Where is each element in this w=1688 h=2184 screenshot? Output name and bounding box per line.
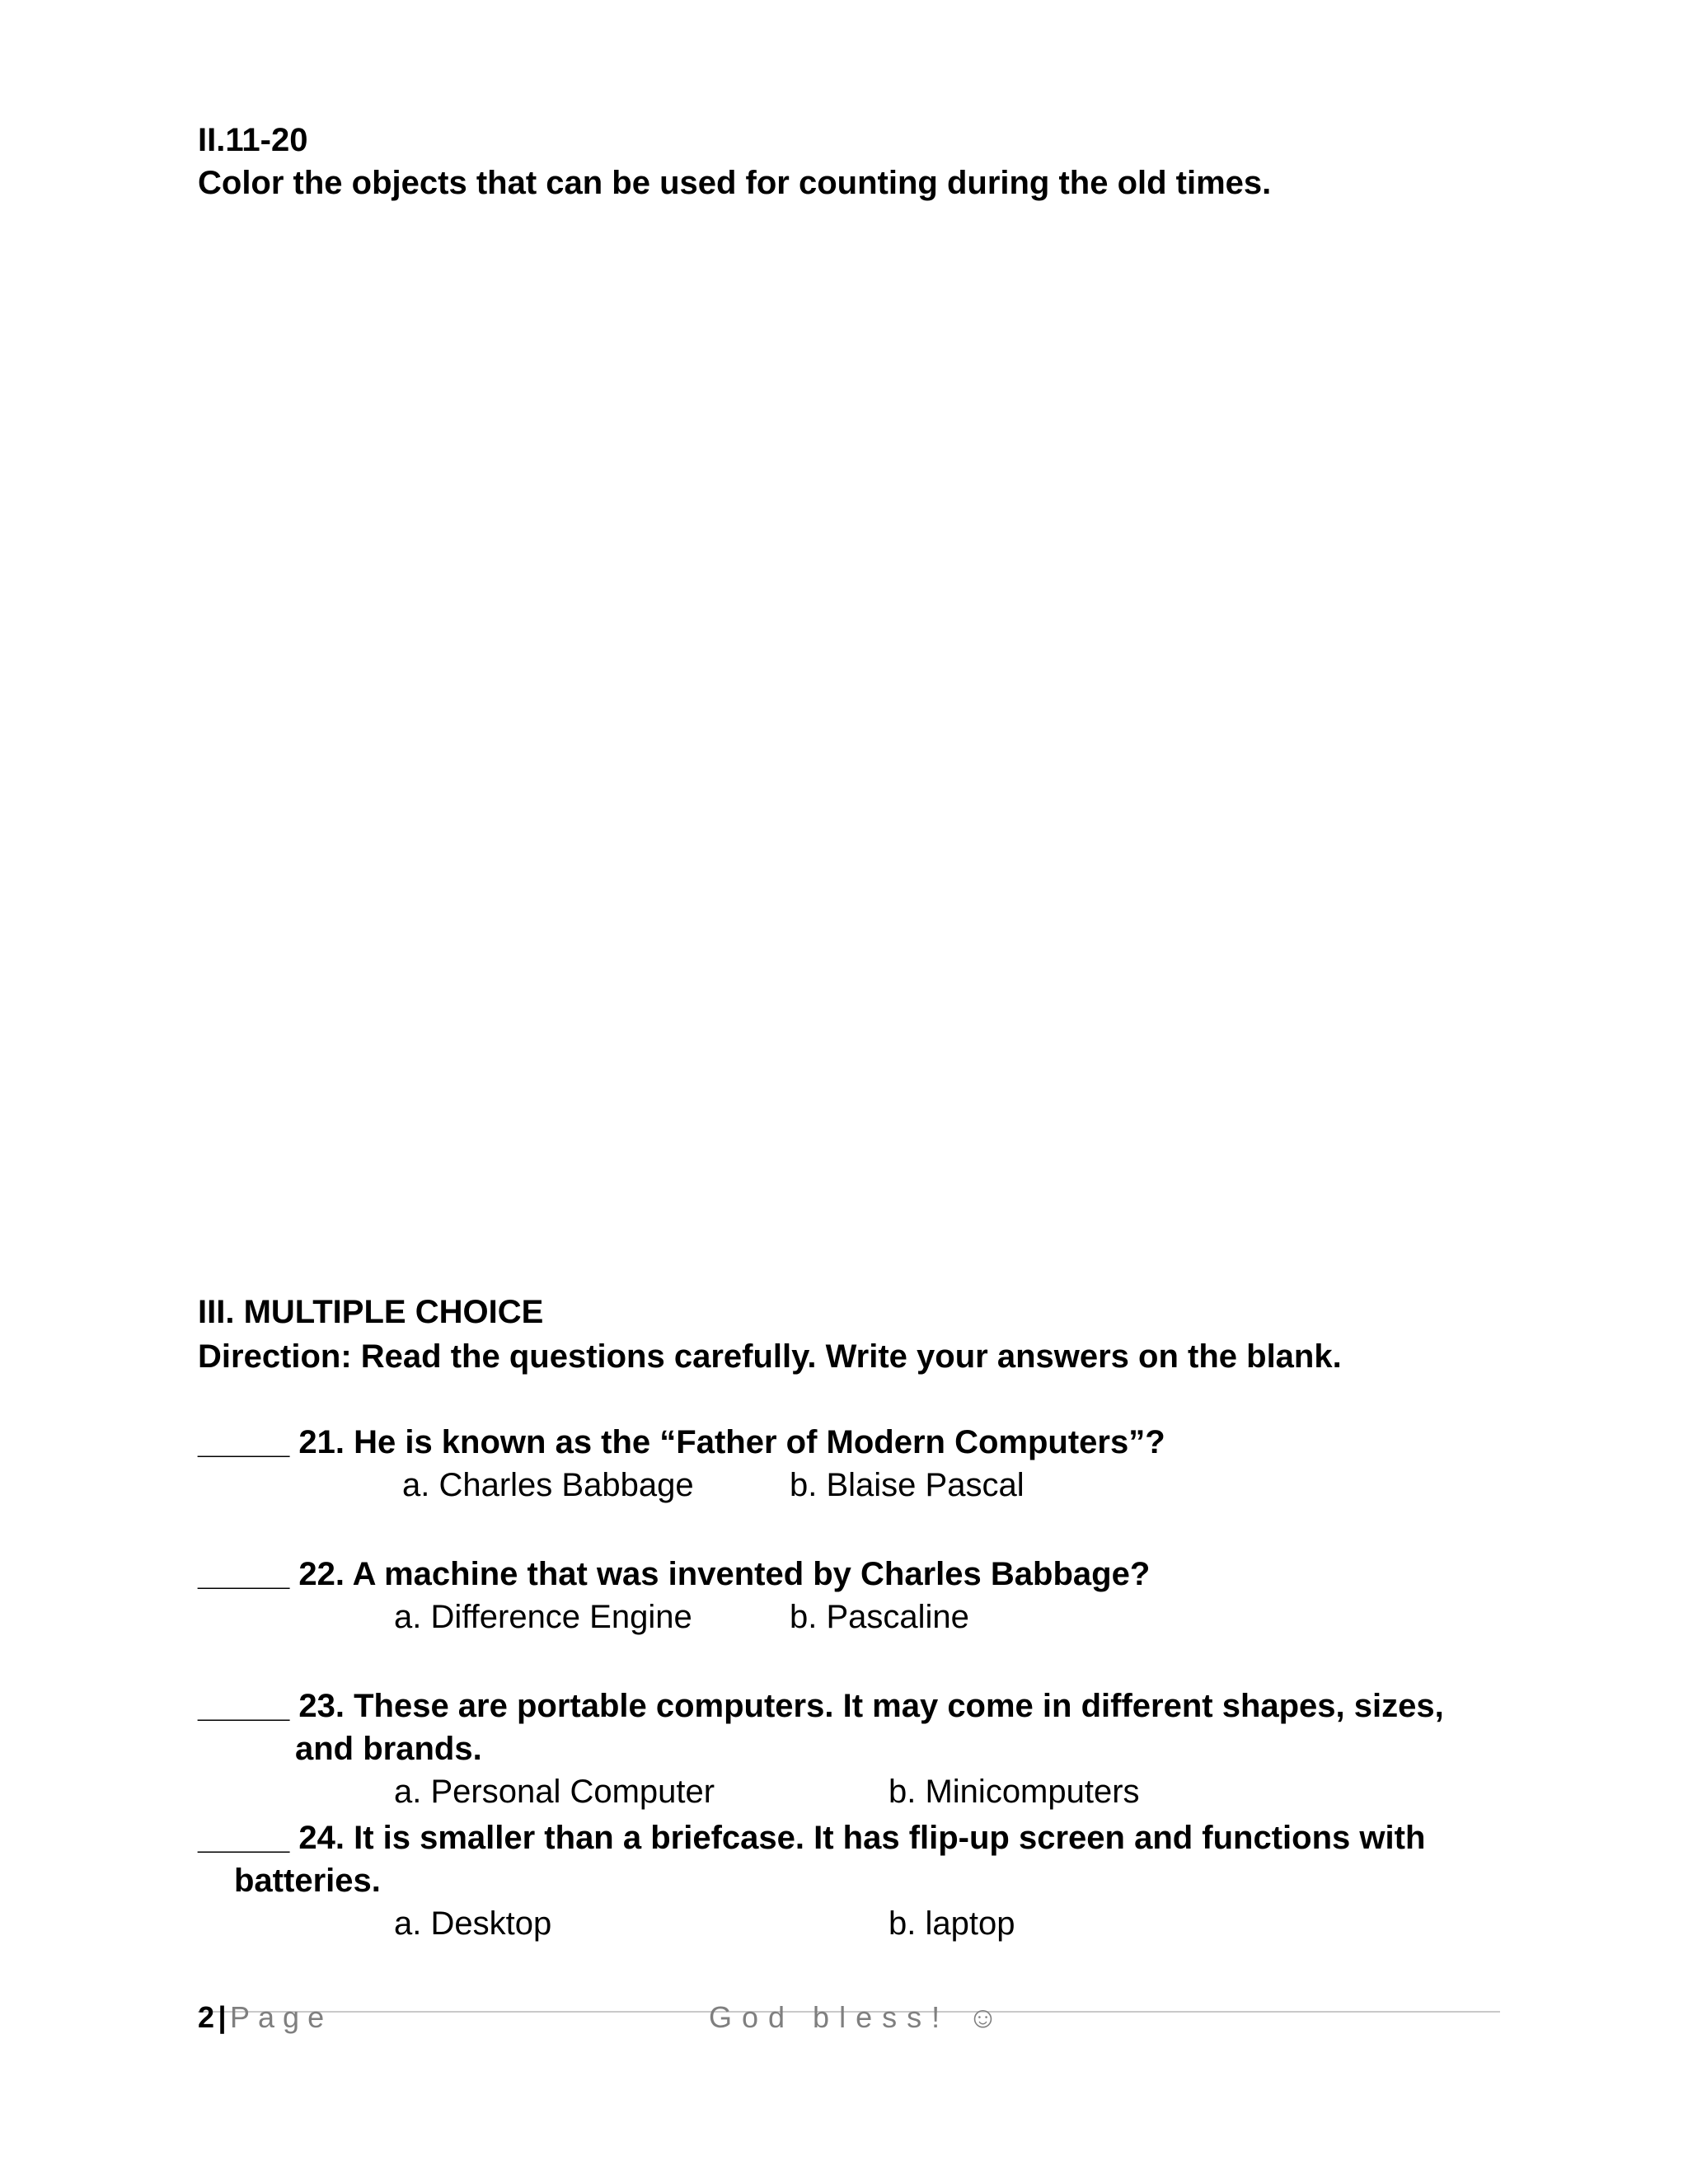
question-24-option-b: b. laptop <box>889 1905 1015 1942</box>
question-24-text-continued: batteries. <box>234 1863 381 1899</box>
question-24 <box>198 1820 1425 1857</box>
answer-blank-21[interactable]: _____ <box>198 1424 290 1460</box>
footer-page-indicator <box>198 2000 333 2034</box>
page-number: 2 <box>198 2000 215 2034</box>
question-22-text: 22. A machine that was invented by Charles Babbage? <box>298 1556 1151 1592</box>
question-21-option-a: a. Charles Babbage <box>402 1467 694 1503</box>
section-2-heading: II.11-20 <box>198 122 308 158</box>
question-22-option-a: a. Difference Engine <box>394 1599 692 1635</box>
answer-blank-22[interactable]: _____ <box>198 1556 290 1592</box>
answer-blank-24[interactable]: _____ <box>198 1820 290 1856</box>
question-22-option-b: b. Pascaline <box>790 1599 969 1635</box>
question-21-text: 21. He is known as the “Father of Modern Computers”? <box>298 1424 1165 1460</box>
question-21-option-b: b. Blaise Pascal <box>790 1467 1025 1503</box>
question-24-text: 24. It is smaller than a briefcase. It has flip-up screen and functions with <box>298 1820 1426 1856</box>
section-3-direction: Direction: Read the questions carefully. Write your answers on the blank. <box>198 1338 1342 1375</box>
footer-blessing: God bless! ☺ <box>709 2000 1008 2034</box>
question-23 <box>198 1688 1444 1725</box>
question-23-option-a: a. Personal Computer <box>394 1774 715 1810</box>
question-23-text: 23. These are portable computers. It may come in different shapes, sizes, <box>298 1688 1444 1724</box>
question-23-option-b: b. Minicomputers <box>889 1774 1140 1810</box>
page-separator: | <box>218 2000 227 2034</box>
page-label: Page <box>230 2000 333 2034</box>
question-22 <box>198 1556 1150 1593</box>
section-3-heading: III. MULTIPLE CHOICE <box>198 1294 544 1330</box>
section-2-instruction: Color the objects that can be used for counting during the old times. <box>198 165 1272 201</box>
question-21 <box>198 1424 1165 1461</box>
answer-blank-23[interactable]: _____ <box>198 1688 290 1724</box>
question-24-option-a: a. Desktop <box>394 1905 552 1942</box>
question-23-text-continued: and brands. <box>295 1731 482 1767</box>
